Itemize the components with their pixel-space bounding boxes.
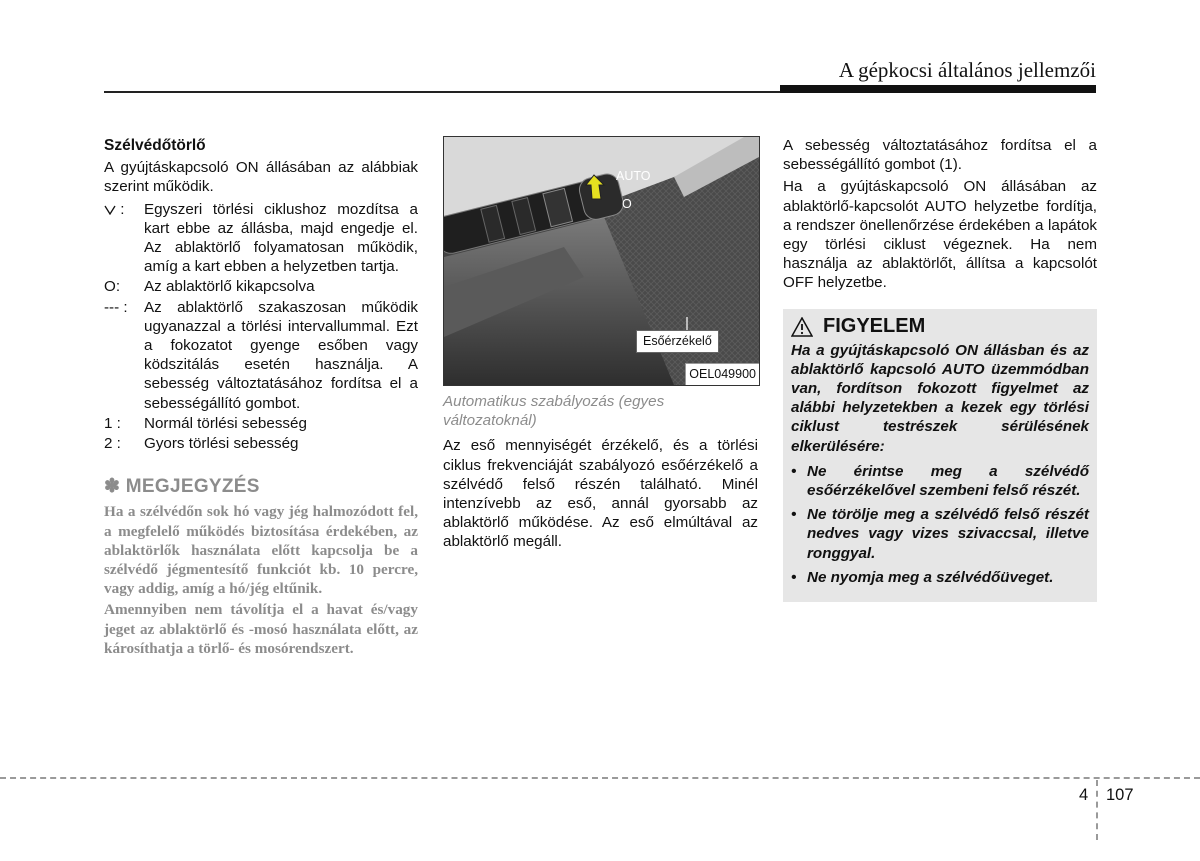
definition-item	[104, 434, 418, 453]
definition-item	[104, 298, 418, 413]
off-label: O	[622, 197, 632, 211]
note-paragraph: Amennyiben nem távolítja el a havat és/vagy jeget az ablaktörlő és -mosó használata előtt, az károsíthatja a törlő- és mosórendszert.	[104, 601, 418, 657]
warning-intro: Ha a gyújtáskapcsoló ON állásban és az ablaktörlő kapcsoló AUTO üzemmódban van, fordítson fokozott figyelmet az alábbi helyzetekben a kezek egy törlési ciklust testrészek sérülésének elkerülésére:	[791, 341, 1089, 455]
definition-text: Egyszeri törlési ciklushoz mozdítsa a kart ebbe az állásba, majd engedje el. Az ablaktörlő folyamatosan működik, amíg a kart ebben a helyzetben tartja.	[144, 200, 418, 276]
rain-sensor-paragraph: Az eső mennyiségét érzékelő, és a törlési ciklus frekvenciáját szabályozó esőérzékelő a szélvédő felső részén található. Minél intenzívebb az eső, annál gyorsabb az ablaktörlő működése. Az eső elmúltával az ablaktörlő megáll.	[443, 437, 758, 551]
definition-item	[104, 414, 418, 433]
intro-paragraph: A gyújtáskapcsoló ON állásában az alábbiak szerint működik.	[104, 159, 418, 196]
bullet: •	[791, 506, 797, 524]
wiper-stalk-photo	[443, 136, 760, 386]
definition-text: Gyors törlési sebesség	[144, 435, 299, 453]
speed-paragraph: A sebesség változtatásához fordítsa el a sebességállító gombot (1).	[783, 137, 1097, 174]
single-wipe-icon	[104, 205, 116, 215]
header-rule-accent	[780, 85, 1096, 93]
definition-item	[104, 277, 418, 296]
note-body	[104, 502, 418, 658]
definition-key: 2 :	[104, 435, 121, 453]
left-column	[104, 136, 418, 660]
list-item	[791, 462, 1089, 500]
definition-text: Az ablaktörlő kikapcsolva	[144, 278, 315, 296]
bullet: •	[791, 462, 797, 480]
warning-header	[791, 317, 1089, 337]
list-item	[791, 568, 1089, 587]
chapter-number: 4	[1079, 786, 1089, 804]
list-item	[791, 505, 1089, 563]
figure-id: OEL049900	[685, 363, 759, 385]
note-heading: ✽ MEGJEGYZÉS	[104, 476, 260, 498]
definition-key: --- :	[104, 298, 128, 316]
definition-key: O:	[104, 278, 121, 296]
warning-item-text: Ne törölje meg a szélvédő felső részét nedves vagy vizes szivaccsal, illetve ronggyal.	[807, 506, 1089, 562]
warning-box	[783, 309, 1097, 602]
definition-item	[104, 200, 418, 277]
page-number: 107	[1106, 786, 1134, 804]
note-paragraph: Ha a szélvédőn sok hó vagy jég halmozódott fel, a megfelelő működés biztosítása érdekében, az ablaktörlők használata előtt kapcsolja be a szélvédő jégmentesítő funkciót kb. 10 percre, vagy addig, amíg a hó/jég eltűnik.	[104, 503, 418, 598]
definition-key: :	[104, 200, 144, 277]
warning-triangle-icon	[791, 317, 813, 337]
warning-title: FIGYELEM	[823, 315, 926, 338]
warning-item-text: Ne nyomja meg a szélvédőüveget.	[807, 568, 1054, 586]
definition-text: Az ablaktörlő szakaszosan működik ugyanazzal a törlési intervallummal. Ezt a fokozatot gyenge esőben vagy ködszitálás esetén használja. A sebesség változtatásához fordítsa el a sebességállító gombot.	[144, 298, 418, 412]
definition-key: 1 :	[104, 414, 121, 432]
definition-list	[104, 200, 418, 454]
auto-label: AUTO	[616, 169, 651, 183]
footer-vertical-divider	[1096, 780, 1098, 840]
definition-text: Normál törlési sebesség	[144, 414, 307, 432]
right-column	[783, 136, 1097, 602]
rain-sensor-label: Esőérzékelő	[636, 330, 719, 353]
footer-divider	[0, 777, 1200, 779]
section-heading: Szélvédőtörlő	[104, 137, 206, 154]
warning-item-text: Ne érintse meg a szélvédő esőérzékelővel szembeni felső részét.	[807, 462, 1089, 500]
page-header-title: A gépkocsi általános jellemzői	[838, 58, 1096, 82]
warning-list	[791, 462, 1089, 587]
auto-paragraph: Ha a gyújtáskapcsoló ON állásában az ablaktörlő-kapcsolót AUTO helyzetbe fordítja, a rendszer önellenőrzése érdekében a lapátok egy törlési ciklust végeznek. Ha nem használja az ablaktörlőt, állítsa a kapcsolót OFF helyzetbe.	[783, 178, 1097, 292]
figure-caption: Automatikus szabályozás (egyes változatoknál)	[443, 393, 665, 430]
middle-column	[443, 136, 758, 552]
bullet: •	[791, 568, 797, 586]
